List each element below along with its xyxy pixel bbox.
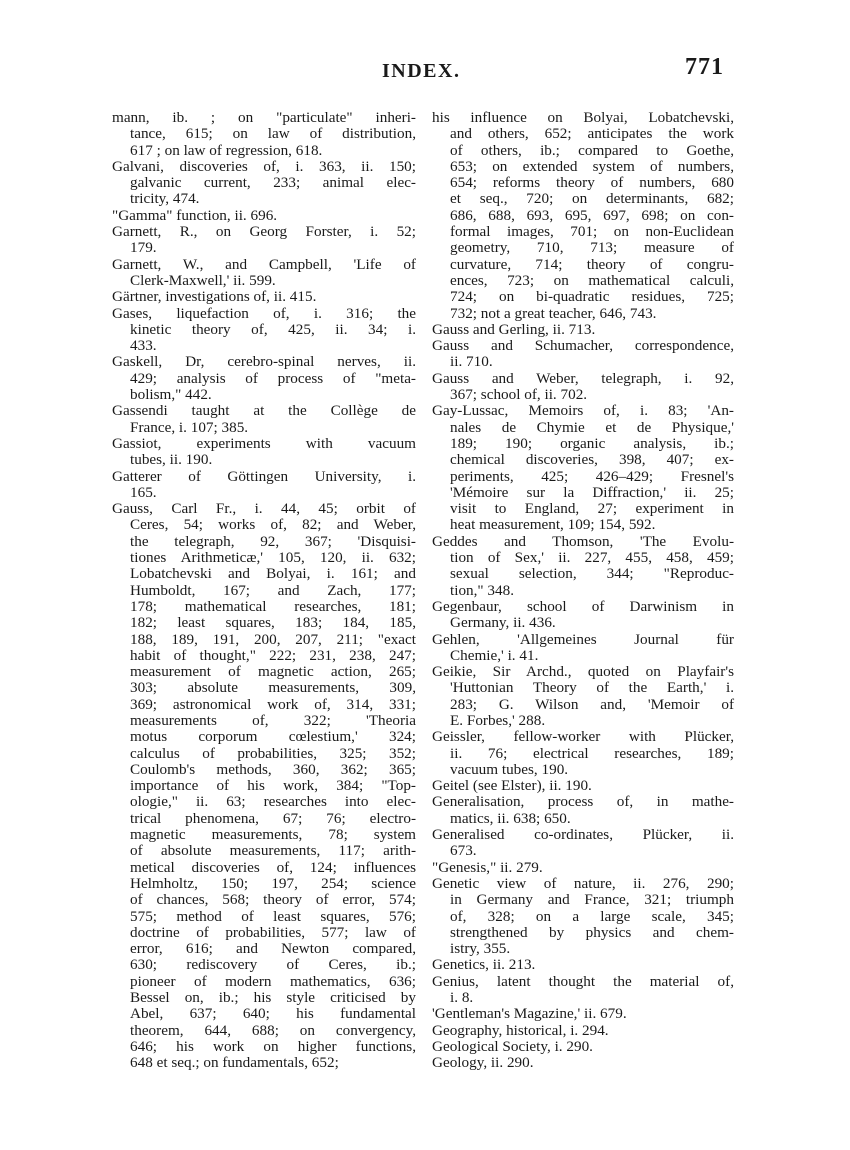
index-entry-line: Geikie, Sir Archd., quoted on Playfair's [432,663,734,681]
index-entry-line: 188, 189, 191, 200, 207, 211; "exact [130,630,416,648]
index-entry-line: istry, 355. [450,940,511,958]
index-entry-line: et seq., 720; on determinants, 682; [450,190,734,208]
index-entry [112,501,416,1071]
index-entry-line: of, 328; on a large scale, 345; [450,907,734,925]
index-entry-line: measurements of, 322; 'Theoria [130,711,416,729]
index-entry-line: error, 616; and Newton compared, [130,940,416,958]
index-entry [432,664,734,729]
index-entry-line: 367; school of, ii. 702. [450,386,588,404]
index-entry [432,1055,734,1071]
index-entry-line: tiones Arithmeticæ,' 105, 120, ii. 632; [130,549,416,567]
index-entry-line: matics, ii. 638; 650. [450,809,571,827]
index-entry-line: and others, 652; anticipates the work [450,125,734,143]
index-entry-line: Coulomb's methods, 360, 362; 365; [130,760,416,778]
index-entry-line: tion," 348. [450,581,514,599]
index-entry-line: metical discoveries of, 124; influences [130,858,416,876]
index-entry-line: 654; reforms theory of numbers, 680 [450,174,734,192]
index-entry [112,306,416,355]
index-entry-line: tubes, ii. 190. [130,451,213,469]
index-entry-line: his influence on Bolyai, Lobatchevski, [432,109,734,126]
index-entry-line: Genius, latent thought the material of, [432,972,734,990]
index-entry-line: Chemie,' i. 41. [450,646,539,664]
index-entry-line: strengthened by physics and chem- [450,923,734,941]
index-entry-line: "Gamma" function, ii. 696. [112,206,278,224]
page-title: INDEX. [382,60,461,82]
index-entry-line: 648 et seq.; on fundamentals, 652; [130,1054,339,1072]
index-entry-line: Gassendi taught at the Collège de [112,402,416,420]
index-entry-line: Gärtner, investigations of, ii. 415. [112,288,317,306]
index-entry-line: periments, 425; 426–429; Fresnel's [450,467,734,485]
index-entry-line: of absolute measurements, 117; arith- [130,842,416,860]
index-column-left [112,110,416,1072]
index-entry [432,974,734,1007]
index-entry-line: 178; mathematical researches, 181; [130,597,416,615]
page-header [0,54,850,90]
index-entry-line: France, i. 107; 385. [130,418,249,436]
index-entry-line: kinetic theory of, 425, ii. 34; i. [130,320,416,338]
index-entry [432,403,734,533]
index-entry-line: Gauss and Gerling, ii. 713. [432,320,596,338]
index-entry-line: nales de Chymie et de Physique,' [450,418,734,436]
index-entry-line: ii. 710. [450,353,493,371]
index-entry-line: tion of Sex,' ii. 227, 455, 458, 459; [450,549,734,567]
index-entry [112,354,416,403]
index-entry [432,110,734,322]
index-entry-line: 189; 190; organic analysis, ib.; [450,434,734,452]
index-entry-line: Genetic view of nature, ii. 276, 290; [432,874,734,892]
index-entry-line: ologie," ii. 63; researches into elec- [130,793,416,811]
index-entry-line: Germany, ii. 436. [450,614,556,632]
index-entry-line: Generalised co-ordinates, Plücker, ii. [432,826,734,844]
index-entry [432,599,734,632]
index-column-right [432,110,734,1072]
index-entry [112,224,416,257]
index-entry [432,338,734,371]
index-entry-line: 575; method of least squares, 576; [130,907,416,925]
index-entry-line: Generalisation, process of, in mathe- [432,793,734,811]
index-entry-line: 653; on extended system of numbers, [450,157,734,175]
index-entry-line: formal images, 701; on non-Euclidean [450,223,734,241]
index-entry [432,957,734,973]
index-entry-line: Gatterer of Göttingen University, i. [112,467,416,485]
index-entry-line: 283; G. Wilson and, 'Memoir of [450,695,734,713]
index-entry-line: Gases, liquefaction of, i. 316; the [112,304,416,322]
index-entry [112,257,416,290]
index-entry-line: Geological Society, i. 290. [432,1037,593,1055]
index-entry-line: habit of thought," 222; 231, 238, 247; [130,646,416,664]
index-entry-line: 617 ; on law of regression, 618. [130,141,323,159]
index-entry [432,371,734,404]
index-entry-line: 303; absolute measurements, 309, [130,679,416,697]
index-entry [432,729,734,778]
index-entry-line: Humboldt, 167; and Zach, 177; [130,581,416,599]
index-entry-line: vacuum tubes, 190. [450,760,569,778]
index-entry-line: Geology, ii. 290. [432,1054,534,1072]
index-entry-line: Lobatchevski and Bolyai, i. 161; and [130,565,416,583]
index-entry [112,436,416,469]
index-entry-line: Genetics, ii. 213. [432,956,536,974]
index-entry-line: importance of his work, 384; "Top- [130,777,416,795]
index-entry-line: in Germany and France, 321; triumph [450,891,734,909]
index-entry-line: 724; on bi-quadratic residues, 725; [450,288,734,306]
index-entry-line: 182; least squares, 183; 184, 185, [130,614,416,632]
index-entry-line: 433. [130,337,157,355]
index-entry-line: magnetic measurements, 78; system [130,826,416,844]
index-entry [432,322,734,338]
index-entry-line: ii. 76; electrical researches, 189; [450,744,734,762]
index-entry-line: Clerk-Maxwell,' ii. 599. [130,271,276,289]
index-entry-line: doctrine of probabilities, 577; law of [130,923,416,941]
index-entry-line: Geddes and Thomson, 'The Evolu- [432,532,734,550]
index-entry-line: theorem, 644, 688; on convergency, [130,1021,416,1039]
page-number: 771 [685,54,724,80]
index-entry-line: trical phenomena, 67; 76; electro- [130,809,416,827]
index-entry-line: Garnett, W., and Campbell, 'Life of [112,255,416,273]
index-entry-line: Geissler, fellow-worker with Plücker, [432,728,734,746]
index-entry-line: 'Gentleman's Magazine,' ii. 679. [432,1005,627,1023]
index-entry-line: Abel, 637; 640; his fundamental [130,1005,416,1023]
index-entry-line: Gassiot, experiments with vacuum [112,434,416,452]
index-entry-line: 179. [130,239,157,257]
index-entry [112,469,416,502]
index-entry-line: Gauss and Schumacher, correspondence, [432,337,734,355]
index-entry-line: Bessel on, ib.; his style criticised by [130,989,416,1007]
index-entry-line: E. Forbes,' 288. [450,711,546,729]
index-entry-line: Gauss, Carl Fr., i. 44, 45; orbit of [112,500,416,518]
index-entry-line: "Genesis," ii. 279. [432,858,543,876]
index-entry-line: curvature, 714; theory of congru- [450,255,734,273]
index-entry-line: Gaskell, Dr, cerebro-spinal nerves, ii. [112,353,416,371]
index-entry-line: Gegenbaur, school of Darwinism in [432,597,734,615]
index-entry [432,1006,734,1022]
index-entry-line: 369; astronomical work of, 314, 331; [130,695,416,713]
index-entry-line: Geography, historical, i. 294. [432,1021,609,1039]
index-entry [112,289,416,305]
index-entry-line: pioneer of modern mathematics, 636; [130,972,416,990]
index-entry-line: of others, ib.; compared to Goethe, [450,141,734,159]
index-entry [432,860,734,876]
index-entry-line: visit to England, 27; experiment in [450,500,734,518]
index-entry-line: calculus of probabilities, 325; 352; [130,744,416,762]
index-entry-line: Gauss and Weber, telegraph, i. 92, [432,369,734,387]
index-entry [112,403,416,436]
index-entry-line: of chances, 568; theory of error, 574; [130,891,416,909]
index-entry [112,110,416,159]
index-entry-line: ences, 723; on mathematical calculi, [450,271,734,289]
index-entry-line: Gay-Lussac, Memoirs of, i. 83; 'An- [432,402,734,420]
index-entry-line: motus corporum cœlestium,' 324; [130,728,416,746]
index-entry-line: geometry, 710, 713; measure of [450,239,734,257]
index-entry-line: tricity, 474. [130,190,200,208]
index-entry-line: Gehlen, 'Allgemeines Journal für [432,630,734,648]
index-entry [432,876,734,957]
index-entry [432,632,734,665]
index-entry-line: sexual selection, 344; "Reproduc- [450,565,734,583]
index-entry [432,794,734,827]
index-entry [432,534,734,599]
index-entry-line: i. 8. [450,989,474,1007]
index-entry-line: 429; analysis of process of "meta- [130,369,416,387]
index-entry-line: 686, 688, 693, 695, 697, 698; on con- [450,206,734,224]
index-entry-line: Galvani, discoveries of, i. 363, ii. 150; [112,157,416,175]
index-entry-line: mann, ib. ; on "particulate" inheri- [112,109,416,126]
index-entry [432,827,734,860]
index-entry-line: 732; not a great teacher, 646, 743. [450,304,657,322]
index-entry-line: 646; his work on higher functions, [130,1037,416,1055]
index-entry [112,159,416,208]
index-entry [432,1023,734,1039]
index-entry-line: galvanic current, 233; animal elec- [130,174,416,192]
index-entry-line: 'Huttonian Theory of the Earth,' i. [450,679,734,697]
index-entry-line: 165. [130,483,157,501]
index-entry-line: Geitel (see Elster), ii. 190. [432,777,592,795]
index-entry-line: Garnett, R., on Georg Forster, i. 52; [112,223,416,241]
index-entry [432,1039,734,1055]
index-entry-line: 'Mémoire sur la Diffraction,' ii. 25; [450,483,734,501]
index-entry [112,208,416,224]
index-entry-line: Ceres, 54; works of, 82; and Weber, [130,516,416,534]
index-entry-line: chemical discoveries, 398, 407; ex- [450,451,734,469]
index-entry-line: 630; rediscovery of Ceres, ib.; [130,956,416,974]
index-entry-line: measurement of magnetic action, 265; [130,663,416,681]
index-entry-line: tance, 615; on law of distribution, [130,125,416,143]
index-entry-line: 673. [450,842,477,860]
index-entry-line: Helmholtz, 150; 197, 254; science [130,874,416,892]
index-entry [432,778,734,794]
index-entry-line: heat measurement, 109; 154, 592. [450,516,656,534]
index-entry-line: bolism," 442. [130,386,212,404]
index-entry-line: the telegraph, 92, 367; 'Disquisi- [130,532,416,550]
